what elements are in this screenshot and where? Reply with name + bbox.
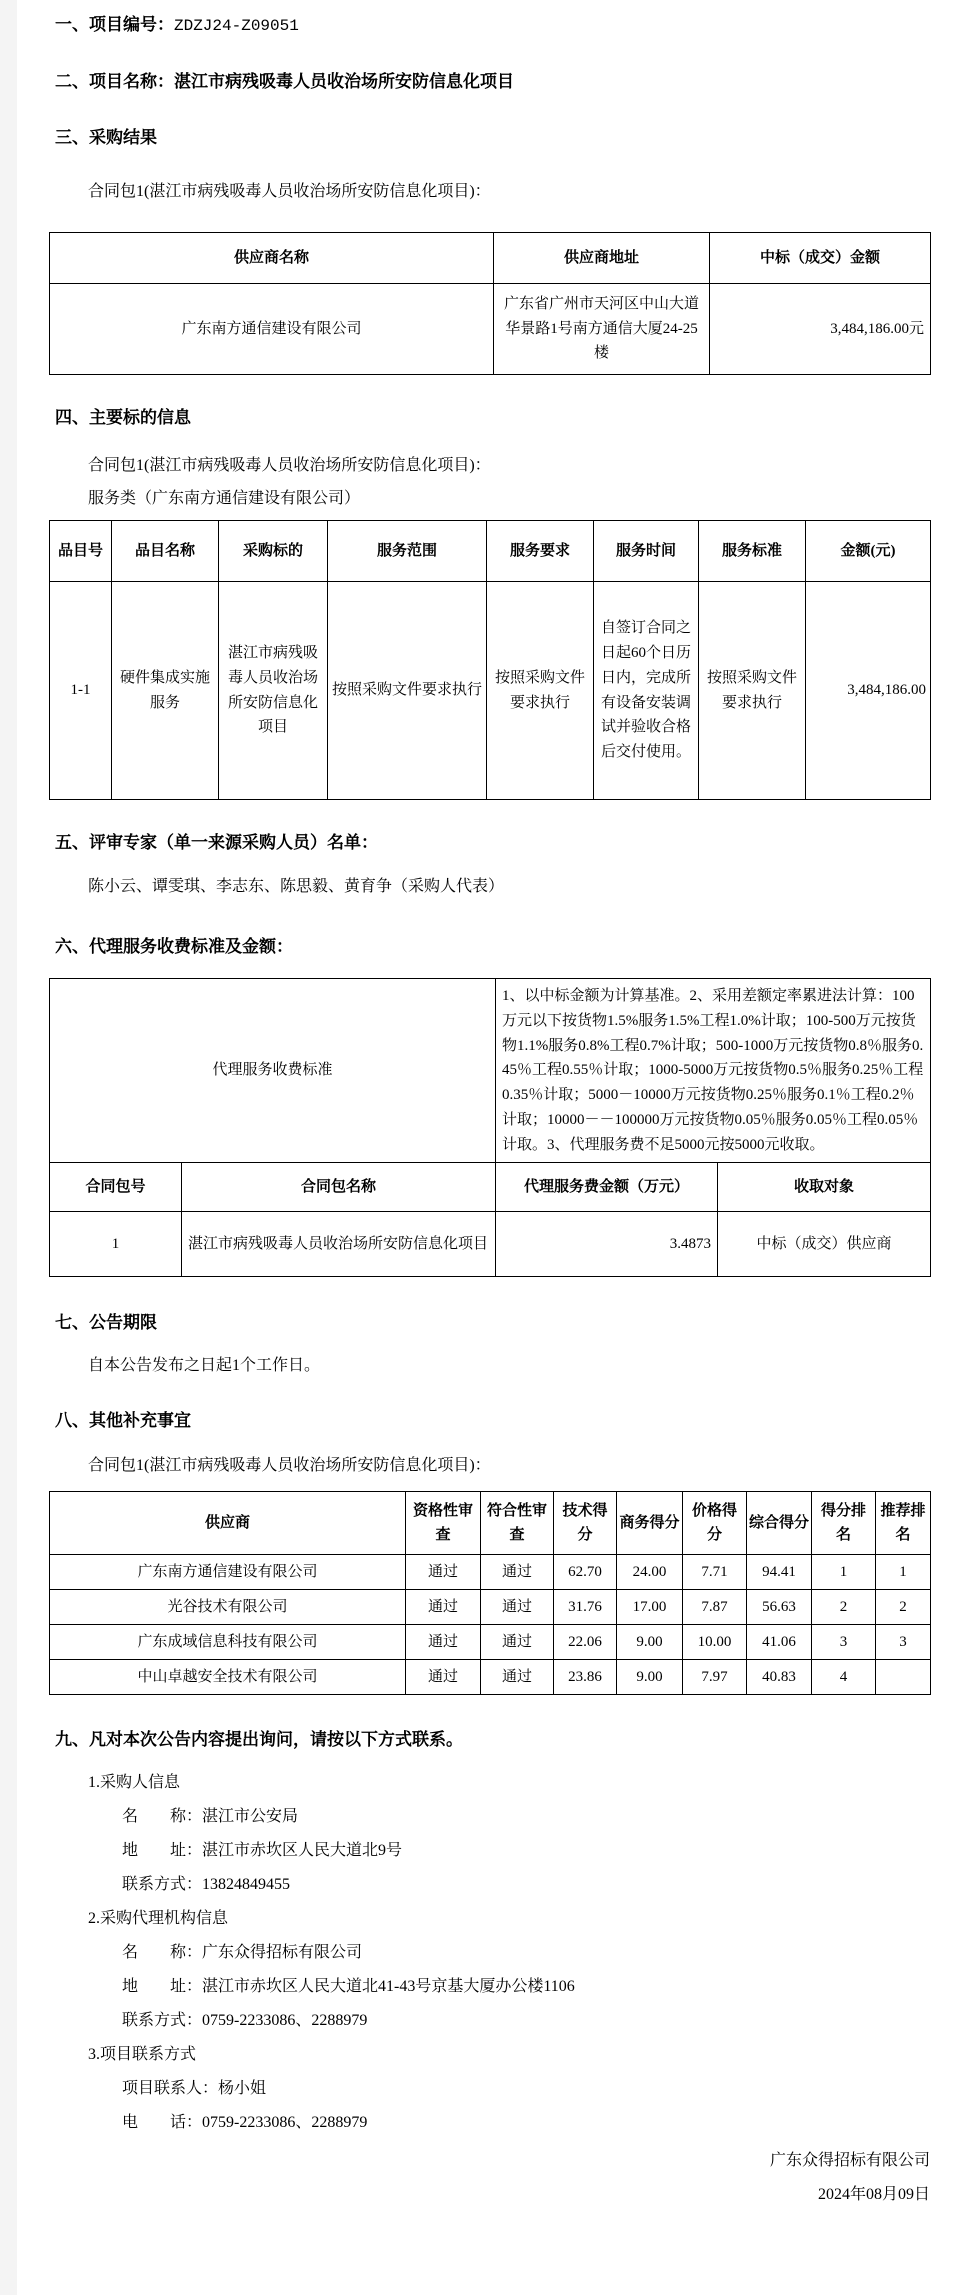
result-table-header-row bbox=[50, 233, 931, 284]
bid-service-scope-cell: 按照采购文件要求执行 bbox=[328, 582, 487, 800]
score-rank-cell: 3 bbox=[812, 1625, 876, 1660]
bid-col-service-scope: 服务范围 bbox=[328, 521, 487, 582]
score-recommend-rank-cell bbox=[876, 1660, 931, 1695]
result-col-award-amount: 中标（成交）金额 bbox=[710, 233, 931, 284]
fee-col-charged-party: 收取对象 bbox=[718, 1163, 931, 1212]
agency-phone: 联系方式：0759-2233086、2288979 bbox=[122, 2012, 368, 2030]
score-price-cell: 10.00 bbox=[683, 1625, 747, 1660]
section-period-heading: 七、公告期限 bbox=[55, 1313, 157, 1333]
score-qualification-cell: 通过 bbox=[406, 1625, 481, 1660]
score-table-header-row bbox=[50, 1492, 931, 1555]
bid-service-time-cell: 自签订合同之日起60个日历日内，完成所有设备安装调试并验收合格后交付使用。 bbox=[594, 582, 699, 800]
agency-address: 地 址：湛江市赤坎区人民大道北41-43号京基大厦办公楼1106 bbox=[122, 1978, 575, 1996]
score-supplier-cell: 广东成域信息科技有限公司 bbox=[50, 1625, 406, 1660]
score-technical-cell: 31.76 bbox=[554, 1590, 617, 1625]
project-contact-phone: 电 话：0759-2233086、2288979 bbox=[122, 2114, 368, 2132]
fee-col-package-no: 合同包号 bbox=[50, 1163, 182, 1212]
footer-date: 2024年08月09日 bbox=[817, 2186, 930, 2204]
score-col-price-score: 价格得分 bbox=[683, 1492, 747, 1555]
buyer-phone: 联系方式：13824849455 bbox=[122, 1876, 291, 1894]
fee-charged-party-cell: 中标（成交）供应商 bbox=[718, 1212, 931, 1277]
result-award-amount-cell: 3,484,186.00元 bbox=[710, 284, 931, 375]
score-conformity-cell: 通过 bbox=[481, 1625, 554, 1660]
announcement-document bbox=[49, 0, 930, 2206]
bid-col-amount: 金额(元) bbox=[806, 521, 931, 582]
score-recommend-rank-cell: 2 bbox=[876, 1590, 931, 1625]
score-rank-cell: 4 bbox=[812, 1660, 876, 1695]
project-contact-title: 3.项目联系方式 bbox=[88, 2046, 197, 2064]
result-col-supplier-address: 供应商地址 bbox=[494, 233, 710, 284]
bid-subject-cell: 湛江市病残吸毒人员收治场所安防信息化项目 bbox=[219, 582, 328, 800]
score-col-score-rank: 得分排名 bbox=[812, 1492, 876, 1555]
fee-col-fee-amount: 代理服务费金额（万元） bbox=[496, 1163, 718, 1212]
bid-col-item-no: 品目号 bbox=[50, 521, 112, 582]
main-bid-table bbox=[49, 520, 931, 800]
project-number-value: ZDZJ24-Z09051 bbox=[174, 17, 299, 35]
buyer-info-title: 1.采购人信息 bbox=[88, 1774, 181, 1792]
score-col-supplier: 供应商 bbox=[50, 1492, 406, 1555]
score-qualification-cell: 通过 bbox=[406, 1555, 481, 1590]
score-conformity-cell: 通过 bbox=[481, 1660, 554, 1695]
score-supplier-cell: 光谷技术有限公司 bbox=[50, 1590, 406, 1625]
bid-col-subject: 采购标的 bbox=[219, 521, 328, 582]
score-price-cell: 7.71 bbox=[683, 1555, 747, 1590]
score-table-row bbox=[50, 1590, 931, 1625]
fee-amount-cell: 3.4873 bbox=[496, 1212, 718, 1277]
section-project-number-heading bbox=[55, 14, 930, 37]
score-col-qualification-review: 资格性审查 bbox=[406, 1492, 481, 1555]
score-qualification-cell: 通过 bbox=[406, 1660, 481, 1695]
result-table-row bbox=[50, 284, 931, 375]
bid-col-service-standard: 服务标准 bbox=[699, 521, 806, 582]
bid-service-standard-cell: 按照采购文件要求执行 bbox=[699, 582, 806, 800]
bid-table-header-row bbox=[50, 521, 931, 582]
score-supplier-cell: 中山卓越安全技术有限公司 bbox=[50, 1660, 406, 1695]
bid-table-row bbox=[50, 582, 931, 800]
fee-table-row bbox=[50, 1212, 931, 1277]
score-business-cell: 9.00 bbox=[617, 1625, 683, 1660]
section-experts-heading: 五、评审专家（单一来源采购人员）名单： bbox=[55, 833, 378, 852]
score-total-cell: 94.41 bbox=[747, 1555, 812, 1590]
score-recommend-rank-cell: 1 bbox=[876, 1555, 931, 1590]
score-qualification-cell: 通过 bbox=[406, 1590, 481, 1625]
supplier-score-table bbox=[49, 1491, 931, 1695]
project-contact-person: 项目联系人：杨小姐 bbox=[122, 2080, 267, 2098]
section-project-name-heading: 二、项目名称：湛江市病残吸毒人员收治场所安防信息化项目 bbox=[55, 72, 514, 91]
score-technical-cell: 62.70 bbox=[554, 1555, 617, 1590]
score-table-row bbox=[50, 1660, 931, 1695]
fee-standard-text-cell: 1、以中标金额为计算基准。2、采用差额定率累进法计算：100万元以下按货物1.5%服务1.5%工程1.0%计取；100-500万元按货物1.1%服务0.8%工程0.7%计取；500-1000万元按货物0.8％服务0.45％工程0.55％计取；1000-5000万元按货物0.5％服务0.25％工程0.35％计取；5000－10000万元按货物0.25％服务0.1％工程0.2％计取；10000－－100000万元按货物0.05％服务0.05％工程0.05％计取。3、代理服务费不足5000元按5000元收取。 bbox=[496, 979, 931, 1163]
bid-col-service-time: 服务时间 bbox=[594, 521, 699, 582]
score-business-cell: 17.00 bbox=[617, 1590, 683, 1625]
score-table-row bbox=[50, 1625, 931, 1660]
score-col-technical-score: 技术得分 bbox=[554, 1492, 617, 1555]
period-body: 自本公告发布之日起1个工作日。 bbox=[88, 1357, 321, 1375]
score-business-cell: 24.00 bbox=[617, 1555, 683, 1590]
section-main-bid-heading: 四、主要标的信息 bbox=[55, 408, 191, 427]
experts-names: 陈小云、谭雯琪、李志东、陈思毅、黄育争（采购人代表） bbox=[88, 878, 505, 895]
page-left-margin bbox=[0, 0, 17, 2295]
agency-info-title: 2.采购代理机构信息 bbox=[88, 1910, 229, 1928]
project-number-label: 一、项目编号： bbox=[55, 15, 174, 34]
footer-company: 广东众得招标有限公司 bbox=[769, 2152, 930, 2170]
bid-service-requirement-cell: 按照采购文件要求执行 bbox=[487, 582, 594, 800]
buyer-address: 地 址：湛江市赤坎区人民大道北9号 bbox=[122, 1842, 403, 1860]
bid-amount-cell: 3,484,186.00 bbox=[806, 582, 931, 800]
section-procurement-result-heading: 三、采购结果 bbox=[55, 128, 157, 147]
score-conformity-cell: 通过 bbox=[481, 1590, 554, 1625]
section-agency-fee-heading: 六、代理服务收费标准及金额： bbox=[55, 937, 293, 956]
fee-table-header-row bbox=[50, 1163, 931, 1212]
score-business-cell: 9.00 bbox=[617, 1660, 683, 1695]
score-col-conformity-review: 符合性审查 bbox=[481, 1492, 554, 1555]
result-package-note: 合同包1(湛江市病残吸毒人员收治场所安防信息化项目)： bbox=[88, 183, 491, 200]
score-price-cell: 7.97 bbox=[683, 1660, 747, 1695]
score-conformity-cell: 通过 bbox=[481, 1555, 554, 1590]
result-supplier-address-cell: 广东省广州市天河区中山大道华景路1号南方通信大厦24-25楼 bbox=[494, 284, 710, 375]
result-col-supplier-name: 供应商名称 bbox=[50, 233, 494, 284]
bid-col-service-requirement: 服务要求 bbox=[487, 521, 594, 582]
score-rank-cell: 2 bbox=[812, 1590, 876, 1625]
score-col-business-score: 商务得分 bbox=[617, 1492, 683, 1555]
score-col-total-score: 综合得分 bbox=[747, 1492, 812, 1555]
score-total-cell: 40.83 bbox=[747, 1660, 812, 1695]
bid-category-note: 服务类（广东南方通信建设有限公司） bbox=[88, 490, 361, 507]
score-col-recommend-rank: 推荐排名 bbox=[876, 1492, 931, 1555]
fee-standard-row bbox=[50, 979, 931, 1163]
score-rank-cell: 1 bbox=[812, 1555, 876, 1590]
section-contact-heading: 九、凡对本次公告内容提出询问，请按以下方式联系。 bbox=[55, 1730, 463, 1750]
procurement-result-table bbox=[49, 232, 931, 375]
bid-item-no-cell: 1-1 bbox=[50, 582, 112, 800]
bid-item-name-cell: 硬件集成实施服务 bbox=[112, 582, 219, 800]
buyer-name: 名 称：湛江市公安局 bbox=[122, 1808, 299, 1826]
score-technical-cell: 23.86 bbox=[554, 1660, 617, 1695]
score-supplier-cell: 广东南方通信建设有限公司 bbox=[50, 1555, 406, 1590]
section-supplementary-heading: 八、其他补充事宜 bbox=[55, 1411, 191, 1431]
score-technical-cell: 22.06 bbox=[554, 1625, 617, 1660]
score-total-cell: 56.63 bbox=[747, 1590, 812, 1625]
result-supplier-name-cell: 广东南方通信建设有限公司 bbox=[50, 284, 494, 375]
agency-fee-table bbox=[49, 978, 931, 1277]
fee-col-package-name: 合同包名称 bbox=[182, 1163, 496, 1212]
bid-package-note: 合同包1(湛江市病残吸毒人员收治场所安防信息化项目)： bbox=[88, 457, 491, 474]
fee-package-name-cell: 湛江市病残吸毒人员收治场所安防信息化项目 bbox=[182, 1212, 496, 1277]
bid-col-item-name: 品目名称 bbox=[112, 521, 219, 582]
agency-name: 名 称：广东众得招标有限公司 bbox=[122, 1944, 363, 1962]
score-price-cell: 7.87 bbox=[683, 1590, 747, 1625]
score-table-row bbox=[50, 1555, 931, 1590]
score-total-cell: 41.06 bbox=[747, 1625, 812, 1660]
supplementary-package-note: 合同包1(湛江市病残吸毒人员收治场所安防信息化项目)： bbox=[88, 1457, 491, 1475]
fee-standard-label-cell: 代理服务收费标准 bbox=[50, 979, 496, 1163]
fee-package-no-cell: 1 bbox=[50, 1212, 182, 1277]
score-recommend-rank-cell: 3 bbox=[876, 1625, 931, 1660]
